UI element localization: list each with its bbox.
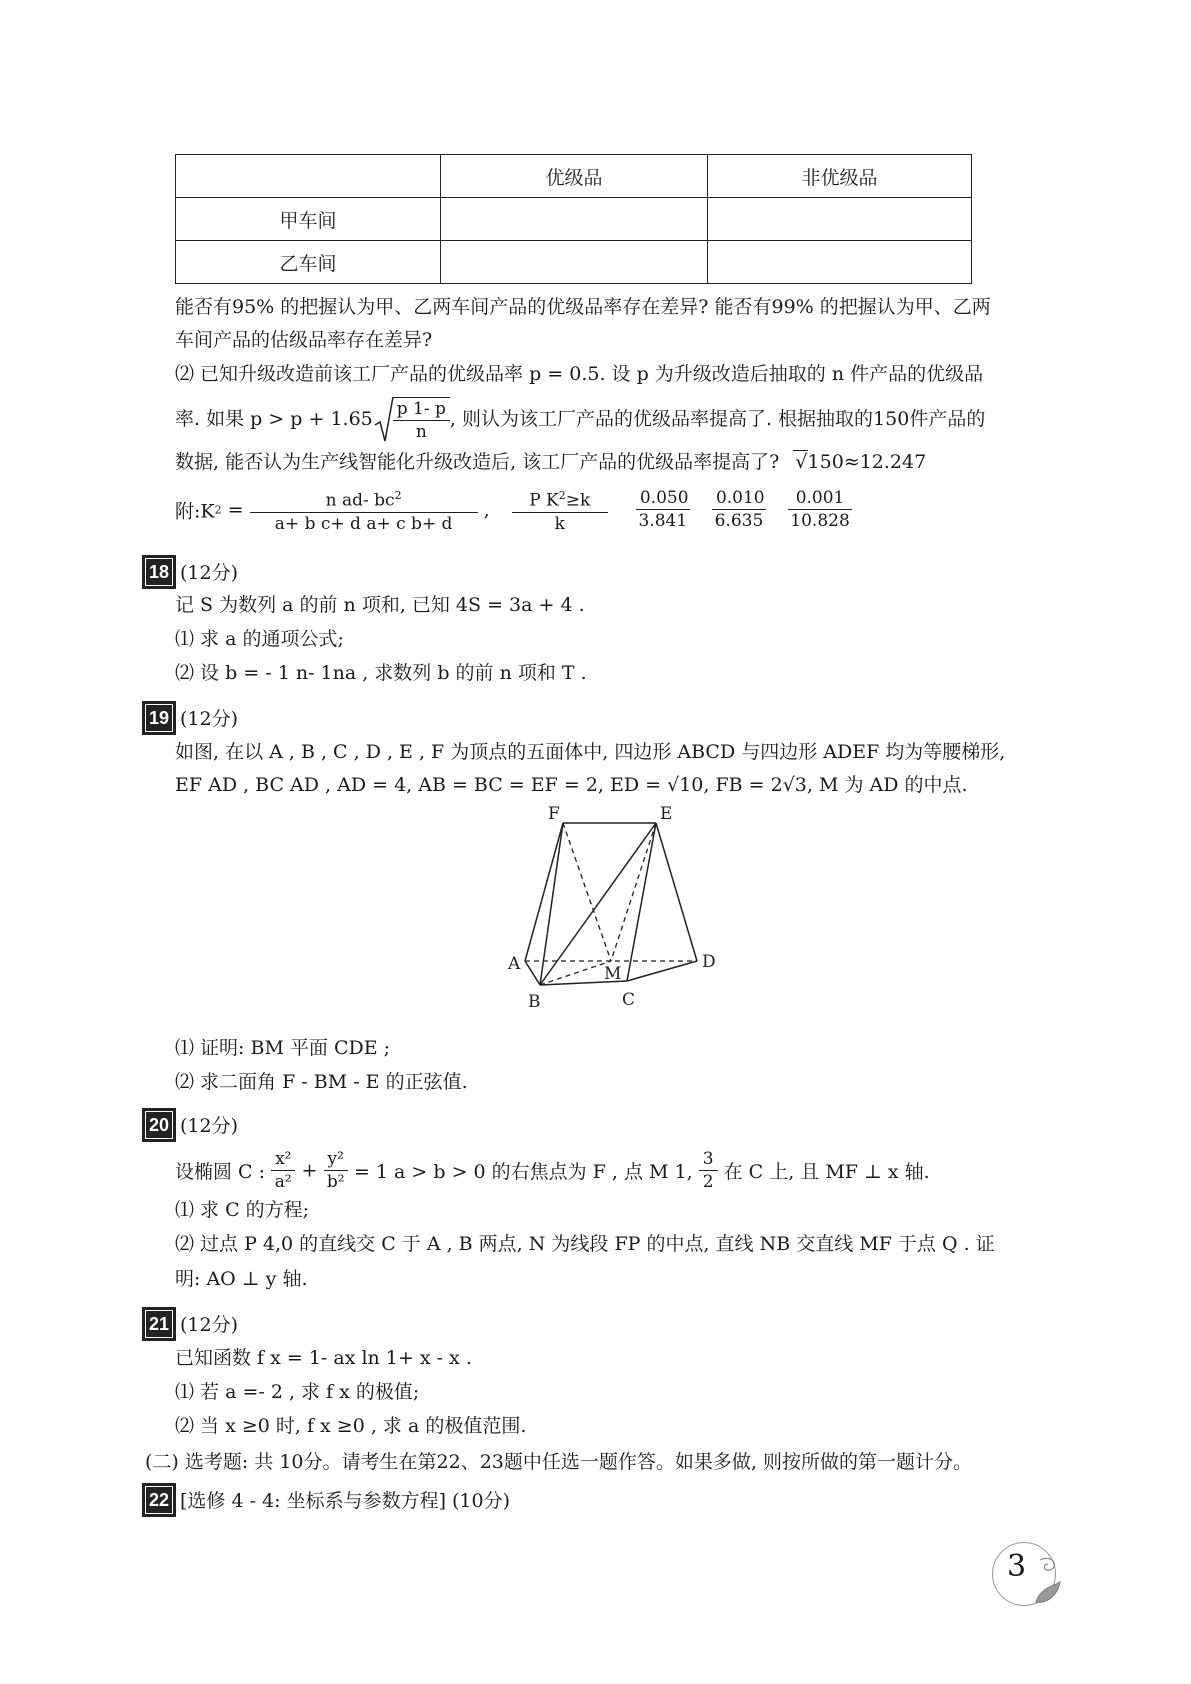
table-header-cell: 优级品 (441, 155, 708, 198)
edge-ed (656, 823, 697, 961)
q21-text-line: 已知函数 f x = 1- ax ln 1+ x - x . (175, 1347, 472, 1369)
critical-value-col (636, 487, 690, 532)
q20-text: 设椭圆 C : (175, 1161, 266, 1183)
table-header-row (176, 155, 972, 198)
edge-em-hidden (611, 823, 656, 961)
vertex-label-d: D (702, 952, 716, 972)
table-header-cell (176, 155, 441, 198)
sqrt-expression (373, 395, 450, 445)
q20-sub-question: 明: AO ⊥ y 轴. (175, 1268, 308, 1290)
question-points: (12分) (180, 1115, 239, 1137)
appendix-label: 附:K (175, 500, 215, 523)
critical-value-col (712, 487, 766, 532)
question-points: (12分) (180, 562, 239, 584)
k-value: 6.635 (714, 511, 764, 532)
table-cell (708, 241, 972, 284)
p-k-denominator: k (554, 513, 565, 534)
question-number-badge: 22 (142, 1483, 176, 1517)
edge-ec (627, 823, 656, 981)
sqrt-denominator: n (415, 422, 427, 442)
table-row (176, 241, 972, 284)
k-squared-fraction (250, 485, 478, 535)
q21-sub-question: ⑴ 若 a =- 2 , 求 f x 的极值; (175, 1381, 420, 1403)
question-number-badge: 19 (142, 701, 176, 735)
p-k-numerator: P $K^2\ge k$ (512, 485, 608, 513)
vertex-label-a: A (508, 954, 521, 974)
k-value: 10.828 (790, 511, 850, 532)
page-number: 3 (1007, 1549, 1027, 1584)
question-points: (12分) (180, 1314, 239, 1336)
edge-ab (525, 961, 540, 985)
fraction-numerator: 3 (699, 1148, 718, 1171)
question-number-badge: 21 (142, 1307, 176, 1341)
p-value: 0.010 (712, 487, 766, 510)
q19-text-line: 如图, 在以 A , B , C , D , E , F 为顶点的五面体中, 四边形 ABCD 与四边形 ADEF 均为等腰梯形, (175, 741, 1006, 763)
q18-text-line: ⑴ 求 a 的通项公式; (175, 628, 344, 650)
q17-condition-text: 率. 如果 p > p + 1.65 (175, 408, 373, 430)
q19-text-line: EF AD , BC AD , AD = 4, AB = BC = EF = 2, ED = √10, FB = 2√3, M 为 AD 的中点. (175, 774, 968, 796)
pentahedron-figure (490, 805, 730, 1015)
q17-question-text: 数据, 能否认为生产线智能化升级改造后, 该工厂产品的优级品率提高了? (175, 451, 780, 473)
q21-sub-question: ⑵ 当 x ≥0 时, f x ≥0 , 求 a 的极值范围. (175, 1415, 527, 1437)
edge-fa (525, 823, 563, 961)
table-cell (441, 198, 708, 241)
table-header-cell: 非优级品 (708, 155, 972, 198)
question-points: (12分) (180, 708, 239, 730)
vertex-label-e: E (660, 805, 673, 824)
q17-text-line: ⑵ 已知升级改造前该工厂产品的优级品率 p = 0.5. 设 p 为升级改造后抽取的 n 件产品的优级品 (175, 363, 984, 385)
vertex-label-c: C (622, 990, 636, 1010)
question-title: [选修 4 - 4: 坐标系与参数方程] (10分) (180, 1490, 511, 1512)
y-squared-fraction (324, 1148, 348, 1193)
k-value: 3.841 (638, 511, 688, 532)
fraction-numerator: y² (324, 1148, 348, 1171)
table-row-label: 甲车间 (176, 198, 441, 241)
vertex-label-f: F (548, 805, 560, 824)
q18-text-line: 记 S 为数列 a 的前 n 项和, 已知 4S = 3a + 4 . (175, 594, 585, 616)
q17-condition-text: , 则认为该工厂产品的优级品率提高了. 根据抽取的150件产品的 (449, 408, 986, 430)
table-cell (708, 198, 972, 241)
q19-sub-question: ⑴ 证明: BM 平面 CDE ; (175, 1037, 391, 1059)
vertex-label-m: M (604, 964, 622, 984)
q17-text-line (175, 445, 926, 479)
edge-fm-hidden (563, 823, 611, 961)
q17-text-line: 车间产品的估级品率存在差异? (175, 329, 433, 351)
sqrt-numerator: p 1- p (393, 398, 450, 421)
fraction-denominator: a² (274, 1172, 292, 1192)
fraction-denominator: 2 (702, 1172, 714, 1192)
p-value: 0.050 (636, 487, 690, 510)
question-number-badge: 20 (142, 1108, 176, 1142)
appendix-formula: 附:K2 = $\frac{n ad- bc^2}{\text{a+ b c+ d a+ c b+ d}}$ , $\frac{P K^2\ge k}{k}$ $\frac{0.050}{3.841}$ $\frac{0.010}{6.635}$ $\frac{0.001}{10.828}$ (175, 485, 852, 535)
leaf-ornament-icon (1030, 1552, 1066, 1608)
table-cell (441, 241, 708, 284)
q18-text-line: ⑵ 设 b = - 1 n- 1na , 求数列 b 的前 n 项和 T . (175, 662, 587, 684)
fraction-denominator: b² (326, 1172, 345, 1192)
p-value: 0.001 (788, 487, 852, 510)
x-squared-fraction (271, 1148, 295, 1193)
fraction-numerator: x² (271, 1148, 295, 1171)
sqrt-approx-value: 150≈12.247 (807, 451, 927, 473)
contingency-table (175, 154, 972, 284)
k-denominator: a+ b c+ d a+ c b+ d (274, 513, 453, 534)
vertex-label-b: B (528, 992, 541, 1012)
q17-condition-line (175, 395, 985, 445)
sqrt-sign-icon (373, 395, 395, 445)
q20-text: = 1 a > b > 0 的右焦点为 F , 点 M 1, (353, 1161, 693, 1183)
q17-text-line: 能否有95% 的把握认为甲、乙两车间产品的优级品率存在差异? 能否有99% 的把握认为甲、乙两 (175, 296, 991, 318)
q19-sub-question: ⑵ 求二面角 F - BM - E 的正弦值. (175, 1071, 468, 1093)
question-number-badge: 18 (142, 555, 176, 589)
edge-bm-hidden (540, 961, 611, 985)
q20-ellipse-line: 设椭圆 C : $\frac{\text{x²}}{\text{a²}}$ + $\frac{\text{y²}}{\text{b²}}$ = 1 a > b > 0 的右焦点为 F , 点 M 1, $\frac{3}{2}$ 在 C 上, 且 MF ⊥ x 轴. (175, 1149, 930, 1192)
sqrt-150: √ (795, 451, 808, 473)
q20-sub-question: ⑴ 求 C 的方程; (175, 1199, 310, 1221)
k-numerator: n ad- $bc^2$ (250, 485, 478, 513)
q20-sub-question: ⑵ 过点 P 4,0 的直线交 C 于 A , B 两点, N 为线段 FP 的中点, 直线 NB 交直线 MF 于点 Q . 证 (175, 1233, 995, 1255)
section-heading: (二) 选考题: 共 10分。请考生在第22、23题中任选一题作答。如果多做, 则按所做的第一题计分。 (145, 1451, 972, 1473)
sqrt-fraction (393, 397, 450, 443)
critical-value-col (788, 487, 852, 532)
q20-text: 在 C 上, 且 MF ⊥ x 轴. (723, 1161, 930, 1183)
table-row (176, 198, 972, 241)
m-y-fraction (699, 1148, 718, 1193)
table-row-label: 乙车间 (176, 241, 441, 284)
p-k-fraction (512, 485, 608, 535)
edge-cd (627, 961, 697, 981)
